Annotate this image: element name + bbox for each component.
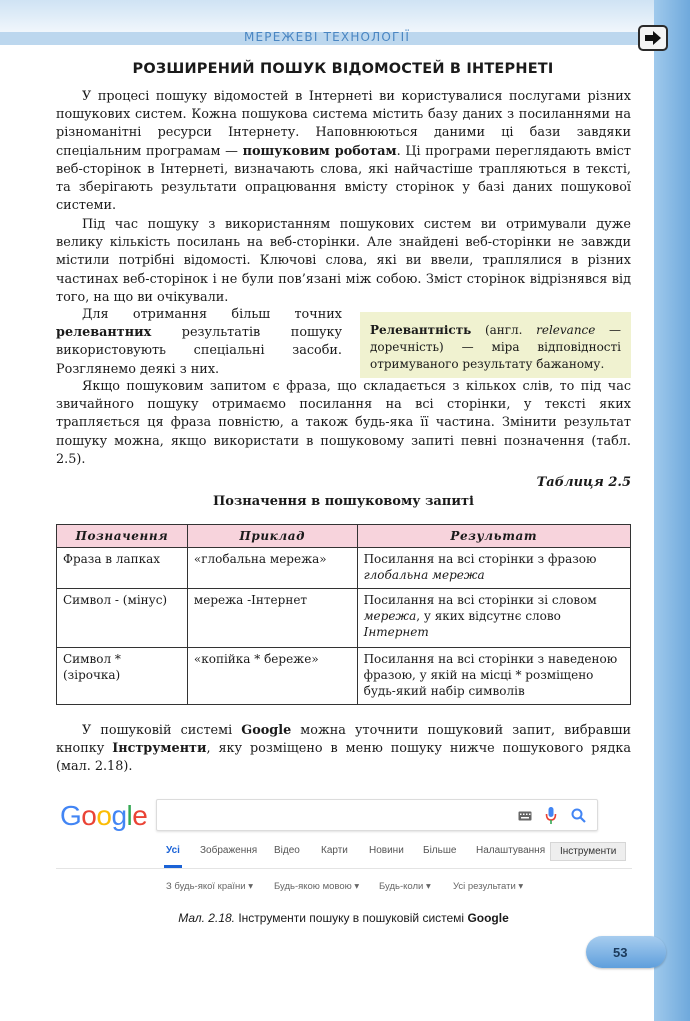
google-logo: Google: [60, 800, 148, 831]
tab-more[interactable]: Більше: [423, 845, 457, 856]
tab-settings[interactable]: Налаштування: [476, 845, 546, 856]
page-edge-band: [654, 0, 690, 1021]
search-tabs: [56, 838, 632, 869]
tab-all[interactable]: Усі: [166, 845, 180, 856]
tab-video[interactable]: Відео: [274, 845, 300, 856]
table-header: Приклад: [187, 525, 357, 548]
definition-box: Релевантність (англ. relevance — доречність) — міра відповідності отримуваного результату бажаному.: [360, 312, 631, 378]
tools-button[interactable]: Інструменти: [550, 842, 626, 861]
paragraph-1: У процесі пошуку відомостей в Інтернеті ви користувалися послугами різних пошукових систем. Кожна пошукова система містить базу даних з посиланнями на різноманітні ресурси Інтернету. Наповнюються даними ці бази завдяки спеціальним програмам — пошуковим роботам. Ці програми переглядають вміст веб-сторінок в Інтернеті, визначають слова, які найчастіше трапляються в тексті, та зберігають результати опрацювання вмісту сторінок у базі даних пошукової системи.: [56, 89, 631, 214]
google-screenshot: [56, 792, 632, 904]
paragraph-5: У пошуковій системі Google можна уточнити пошуковий запит, вибравши кнопку Інструменти, яку розміщено в меню пошуку нижче пошукового рядка (мал. 2.18).: [56, 723, 632, 775]
table-cell: Фраза в лапках: [57, 548, 188, 589]
table-header-row: [57, 525, 631, 548]
table-row: [57, 648, 631, 705]
tab-images[interactable]: Зображення: [200, 845, 258, 856]
table-cell: Посилання на всі сторінки з фразою глобальна мережа: [357, 548, 630, 589]
table-cell: Символ * (зірочка): [57, 648, 188, 705]
term-search-robots: пошуковим роботам: [242, 143, 397, 159]
table-row: [57, 548, 631, 589]
tab-maps[interactable]: Карти: [321, 845, 348, 856]
microphone-icon[interactable]: [545, 807, 557, 825]
arrow-right-icon: [644, 31, 662, 45]
search-input[interactable]: [156, 799, 598, 831]
figure-caption: Мал. 2.18. Інструменти пошуку в пошуковій системі Google: [178, 911, 509, 925]
next-page-button[interactable]: [638, 25, 668, 51]
table-cell: «глобальна мережа»: [187, 548, 357, 589]
notation-table: [56, 524, 631, 705]
table-title: Позначення в пошуковому запиті: [213, 494, 474, 509]
table-row: [57, 589, 631, 648]
filter-language[interactable]: Будь-якою мовою ▾: [274, 881, 360, 892]
filter-time[interactable]: Будь-коли ▾: [379, 881, 431, 892]
active-tab-indicator: [164, 865, 182, 868]
table-header: Результат: [357, 525, 630, 548]
table-cell: Символ - (мінус): [57, 589, 188, 648]
table-number: Таблиця 2.5: [536, 475, 631, 490]
tab-news[interactable]: Новини: [369, 845, 404, 856]
table-cell: «копійка * береже»: [187, 648, 357, 705]
filter-country[interactable]: З будь-якої країни ▾: [166, 881, 253, 892]
table-header: Позначення: [57, 525, 188, 548]
table-cell: Посилання на всі сторінки зі словом мережа, у яких відсутнє слово Інтернет: [357, 589, 630, 648]
paragraph-4: Якщо пошуковим запитом є фраза, що складається з кількох слів, то під час звичайного пошуку отримаємо посилання на всі сторінки, у тексті яких трапляється ця фраза повністю, а також будь-яка її частина. Змінити результат пошуку можна, якщо використати в пошуковому запиті певні позначення (табл. 2.5).: [56, 379, 631, 467]
paragraph-3: Для отримання більш точних релевантних результатів пошуку використовують спеціальні засоби. Розглянемо деякі з них.: [56, 307, 342, 377]
page-title: РОЗШИРЕНИЙ ПОШУК ВІДОМОСТЕЙ В ІНТЕРНЕТІ: [132, 61, 554, 77]
paragraph-2: Під час пошуку з використанням пошукових систем ви отримували дуже велику кількість посилань на веб-сторінки. Але знайдені веб-сторінки не завжди містили потрібні відомості. Ключові слова, які ви ввели, траплялися в різних частинах веб-сторінок і не були пов’язані між собою. Зміст сторінок відрізнявся від того, на що ви очікували.: [56, 217, 631, 305]
section-header: МЕРЕЖЕВІ ТЕХНОЛОГІЇ: [243, 30, 411, 44]
page-number: 53: [586, 936, 666, 968]
table-cell: мережа -Інтернет: [187, 589, 357, 648]
search-icon[interactable]: [571, 808, 586, 823]
table-cell: Посилання на всі сторінки з наведеною фразою, у якій на місці * розміщено будь-який набір символів: [357, 648, 630, 705]
filter-results[interactable]: Усі результати ▾: [453, 881, 524, 892]
definition-term: Релевантність: [370, 323, 472, 337]
keyboard-icon[interactable]: [518, 811, 532, 821]
